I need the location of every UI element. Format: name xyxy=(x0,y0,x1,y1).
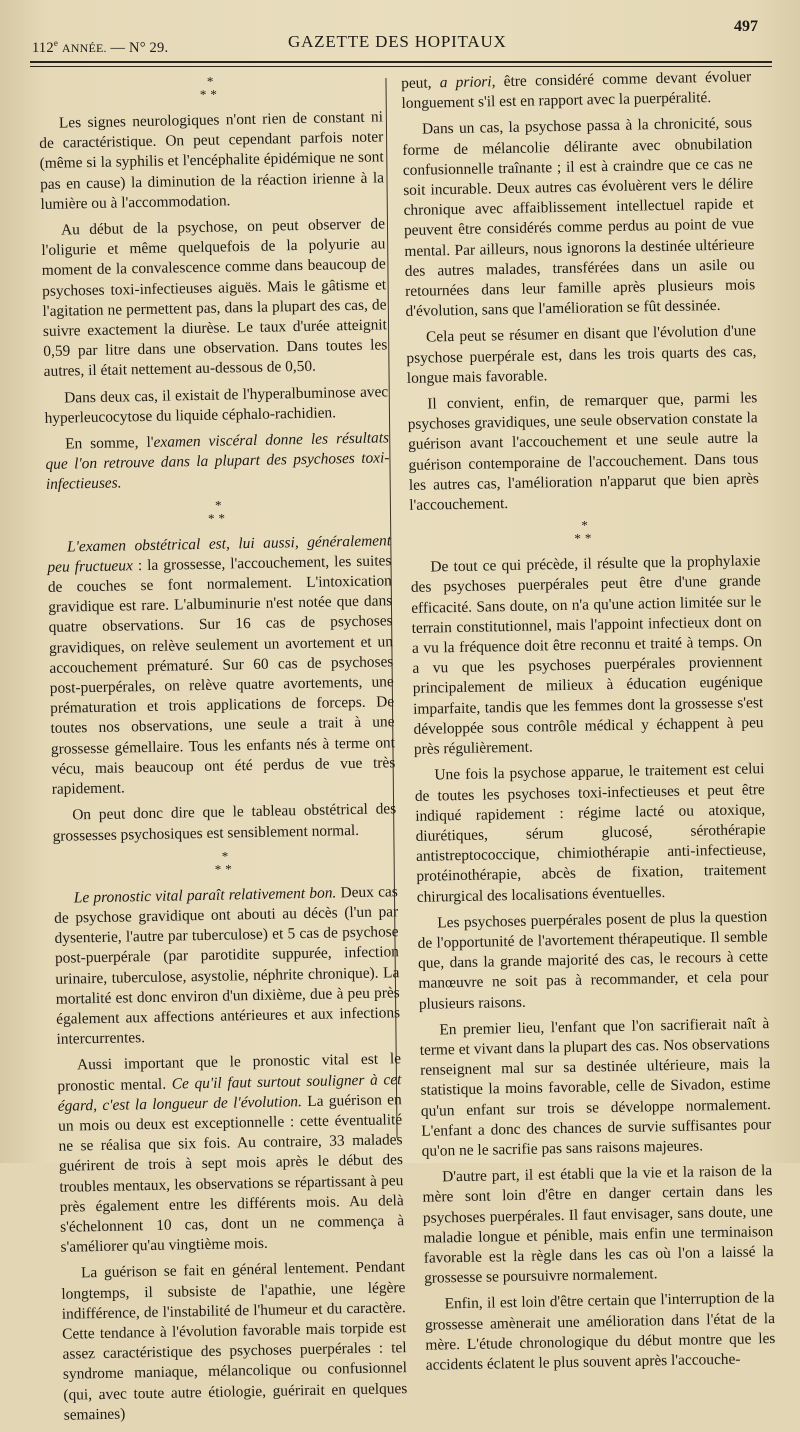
text-run: : la grossesse, l'accouchement, les suites de couches se font normalement. L'intoxication gravidique est rare. L'albuminurie n'est notée que dans quatre observations. Sur 16 cas de psychoses gravidiques, on relève seulement un avortement et un accouchement prématuré. Sur 60 cas de psychoses post-puerpérales, on relève quatre avortements, une prématuration et trois applications de forceps. De toutes nos observations, une seule a trait à une grossesse gémellaire. Tous les enfants nés à terme ont vécu, mais beaucoup ont été perdus de vue très rapidement. xyxy=(47,552,396,798)
separator-top: * xyxy=(214,497,222,513)
paragraph: La guérison se fait en général lentement. Pendant longtemps, il subsiste de l'apathie, une légère indifférence, de l'instabilité de l'humeur et du caractère. Cette tendance à l'évolution favorable mais torpide est assez caractéristique des psychoses puerpérales : tel syndrome maniaque, mélancolique ou confusionnel (qui, avec toute autre étiologie, guérirait en quelques semaines) xyxy=(61,1258,408,1424)
separator-bottom: ** xyxy=(214,861,236,877)
paragraph: Dans deux cas, il existait de l'hyperalbuminose avec hyperleucocytose du liquide céphalo-rachidien. xyxy=(44,382,389,427)
paragraph: Cela peut se résumer en disant que l'évolution d'une psychose puerpérale est, dans les trois quarts des cas, longue mais favorable. xyxy=(406,322,757,387)
paragraph: Une fois la psychose apparue, le traitement est celui de toutes les psychoses toxi-infectieuses et peut être indiqué rapidement : régime lacté ou atoxique, diurétiques, sérum glucosé, sérothérapie antistreptococcique, chimiothérapie anti-infectieuse, protéinothérapie, abcès de fixation, traitement chirurgical des localisations éventuelles. xyxy=(414,760,767,906)
paragraph: Enfin, il est loin d'être certain que l'interruption de la grossesse amènerait une amélioration dans l'état de la mère. L'étude chronologique du début montre que les accidents éclatent le plus souvent après l'accouche- xyxy=(424,1289,776,1374)
paragraph: Les signes neurologiques n'ont rien de constant ni de caractéristique. On peut cependant parfois noter (même si la syphilis et l'encéphalite épidémique ne sont pas en cause) la diminution de la réaction irienne à la lumière ou à l'accommodation. xyxy=(39,108,385,213)
paragraph xyxy=(45,428,390,495)
text-run: , être considéré comme devant évoluer longuement s'il est en rapport avec la puerpéralité. xyxy=(401,68,752,113)
paragraph: De tout ce qui précède, il résulte que la prophylaxie des psychoses puerpérales peut être d'une grande efficacité. Sans doute, on n'a qu'une action limitée sur le terrain constitutionnel, mais l'appoint infectieux dont on a vu la fréquence doit être reconnu et traité à temps. On a vu que les psychoses puerpérales proviennent principalement de milieux à éducation eugénique imparfaite, tandis que les femmes dont la grossesse s'est développée sous contrôle médical y échappent à peu près régulièrement. xyxy=(410,552,764,758)
paragraph xyxy=(54,882,401,1050)
text-run: La guérison en un mois ou deux est exceptionnelle : cette éventualité ne se réalisa que six fois. Au contraire, 33 malades guérirent de trois à sept mois après le début des troubles mentaux, les observations se répartissant à peu près également entre les différents mois. Au delà s'échelonnent 10 cas, dont un ne commença à s'améliorer qu'au vingtième mois. xyxy=(58,1090,405,1256)
issue-year: 112 xyxy=(32,39,54,56)
paragraph: D'autre part, il est établi que la vie et la raison de la mère sont loin d'être en danger certain dans les psychoses puerpérales. Il faut envisager, sans doute, une maladie longue et pénible, mais enfin une terminaison favorable est la règle dans les cas où l'on a laissé la grossesse se poursuivre normalement. xyxy=(422,1162,774,1287)
text-run: En somme, l' xyxy=(64,433,154,453)
issue-number: — N° 29. xyxy=(110,39,169,56)
italic-run: Le pronostic vital paraît relativement bon. xyxy=(73,884,337,907)
separator-bottom: ** xyxy=(207,510,230,526)
page-header xyxy=(30,14,772,58)
paragraph: Les psychoses puerpérales posent de plus la question de l'opportunité de l'avortement thérapeutique. Il semble que, dans la grande majorité des cas, le recours à cette manœuvre ne soit pas à recommander, et cela pour plusieurs raisons. xyxy=(417,907,769,1013)
page-number: 497 xyxy=(734,18,758,35)
paragraph: Il convient, enfin, de remarquer que, parmi les psychoses gravidiques, une seule observation constate la guérison avant l'accouchement et une seule autre la guérison contemporaine de l'accouchement. Dans tous les autres cas, l'amélioration n'apparut que bien après l'accouchement. xyxy=(407,389,759,514)
text-run: Aussi important que le pronostic vital est le pronostic mental. xyxy=(57,1050,402,1095)
separator-top: * xyxy=(581,517,589,533)
separator-bottom: ** xyxy=(199,86,222,102)
paragraph: En premier lieu, l'enfant que l'on sacrifierait naît à terme et vivant dans la plupart des cas. Nos observations renseignent mal sur sa destinée ultérieure, mais la statistique la moins favorable, celle de Sivadon, estime qu'un enfant sur trois se développe normalement. L'enfant a donc des chances de survie suffisantes pour qu'on ne le sacrifie pas sans raisons majeures. xyxy=(419,1014,772,1160)
separator-top: * xyxy=(206,73,214,89)
left-column xyxy=(38,67,408,1431)
italic-run: L'examen obstétrical est, lui aussi, généralement peu fructueux xyxy=(47,531,392,576)
header-rule-thin xyxy=(30,66,772,67)
separator-bottom: ** xyxy=(574,530,596,547)
paragraph xyxy=(47,531,396,800)
paragraph xyxy=(57,1050,405,1259)
journal-title: GAZETTE DES HOPITAUX xyxy=(288,32,507,51)
italic-run: examen viscéral donne les résultats que l'on retrouve dans la plupart des psychoses toxi-infectieuses. xyxy=(45,429,390,494)
italic-run: a priori xyxy=(439,73,492,92)
separator-top: * xyxy=(221,848,229,864)
paragraph xyxy=(401,67,752,114)
section-separator xyxy=(410,515,760,548)
text-run: Deux cas de psychose gravidique ont abouti au décès (l'un par dysenterie, l'autre par tuberculose) et 5 cas de psychose post-puerpérale (par parotidite suppurée, infection urinaire, tuberculose, asystolie, néphrite chronique). La mortalité est donc environ d'un dixième, due à peu près également aux affections antérieures et aux infections intercurrentes. xyxy=(54,882,401,1048)
header-rule-thick xyxy=(30,61,772,63)
issue-info xyxy=(32,38,168,57)
issue-year-word: ANNÉE. xyxy=(61,40,107,55)
section-separator xyxy=(46,495,390,528)
paragraph: On peut donc dire que le tableau obstétrical des grossesses psychosiques est sensiblement normal. xyxy=(52,800,397,845)
italic-run: Ce qu'il faut surtout souligner à cet égard, c'est la longueur de l'évolution. xyxy=(57,1070,402,1115)
paragraph: Dans un cas, la psychose passa à la chronicité, sous forme de mélancolie délirante avec obnubilation confusionnelle traînante ; il est à craindre que ce cas ne soit incurable. Deux autres cas évoluèrent vers le délire chronique avec affaiblissement intellectuel rapide et peuvent être considérés comme perdus au point de vue mental. Par ailleurs, nous ignorons la destinée ultérieure des autres malades, transférées dans un asile ou retournées dans leur famille après plusieurs mois d'évolution, sans que l'amélioration se fût dessinée. xyxy=(402,114,756,321)
text-run: peut, xyxy=(401,74,440,92)
right-column xyxy=(401,67,776,1382)
section-separator xyxy=(38,71,382,104)
issue-year-sup: e xyxy=(53,38,59,48)
paragraph: Au début de la psychose, on peut observer de l'oligurie et même quelquefois de la polyurie au moment de la convalescence comme dans beaucoup de psychoses toxi-infectieuses aiguës. Mais le gâtisme et l'agitation ne permettent pas, dans la plupart des cas, de suivre exactement la diurèse. Le taux d'urée atteignit 0,59 par litre dans une observation. Dans toutes les autres, il était nettement au-dessous de 0,50. xyxy=(41,215,388,381)
section-separator xyxy=(53,846,397,879)
